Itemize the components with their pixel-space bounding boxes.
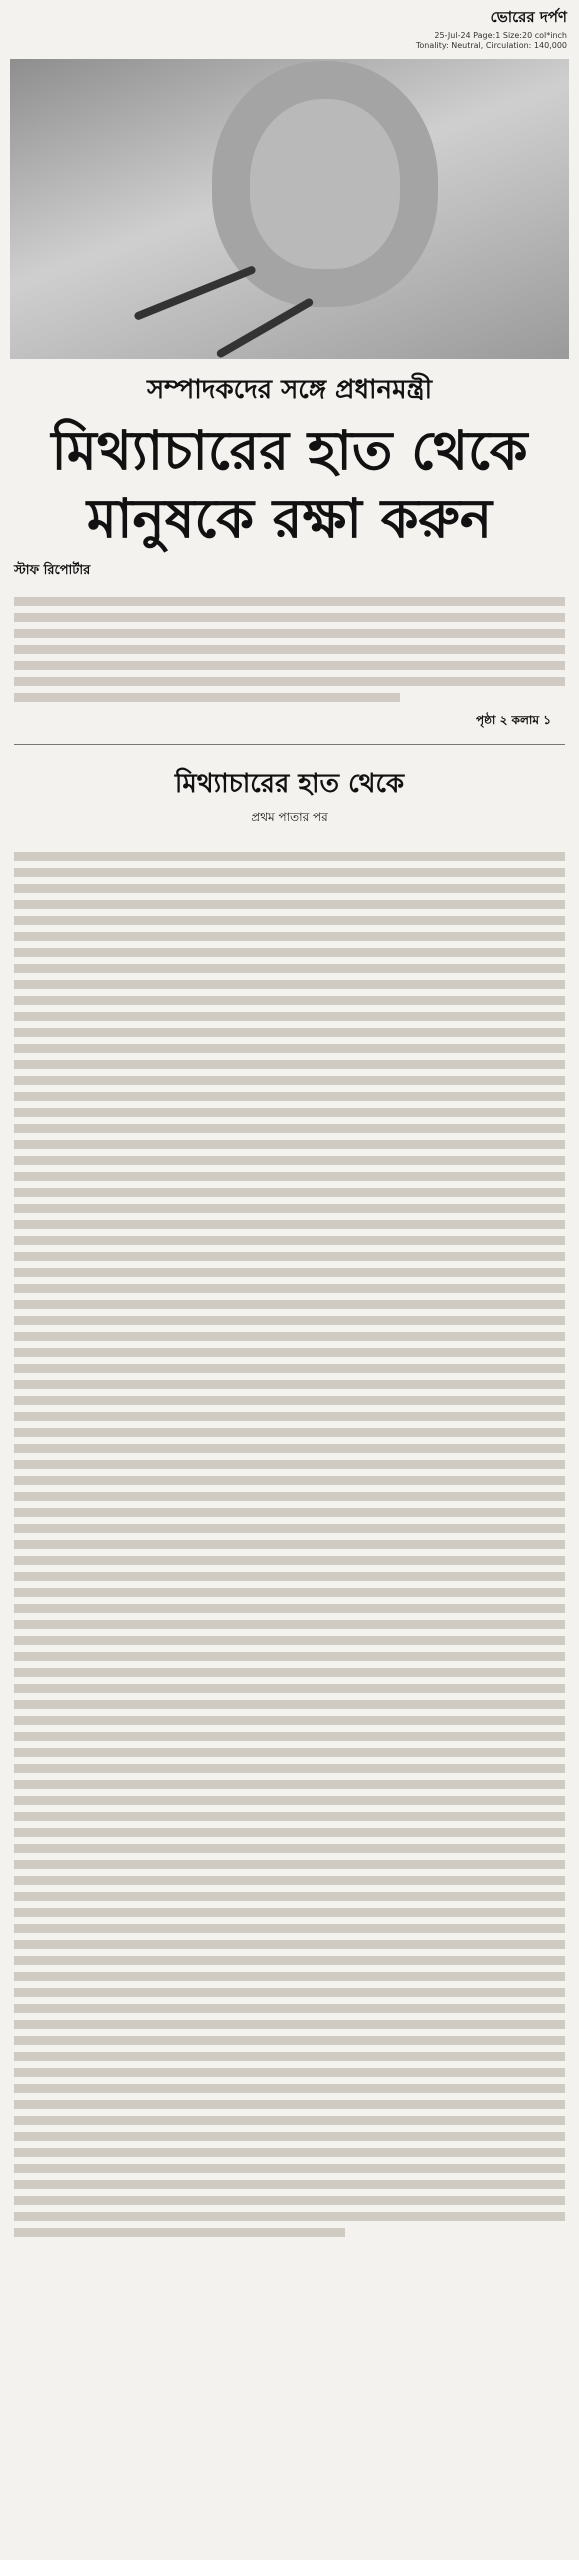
microphone [215, 297, 314, 359]
byline: স্টাফ রিপোর্টার [14, 563, 91, 578]
headline-line: মানুষকে রক্ষা করুন [86, 487, 493, 550]
jump-subline: প্রথম পাতার পর [251, 810, 328, 824]
lead-paragraph [0, 582, 579, 590]
clip-meta-line: Tonality: Neutral, Circulation: 140,000 [415, 41, 567, 50]
microphone [133, 265, 257, 321]
jump-paragraph [0, 837, 579, 845]
photo-subject [250, 99, 400, 269]
headline [0, 417, 579, 553]
jump-headline: মিথ্যাচারের হাত থেকে [174, 769, 405, 799]
clip-meta [0, 31, 579, 51]
section-divider [14, 744, 565, 745]
article-photo [10, 59, 569, 359]
masthead: ভোরের দর্পণ [490, 8, 567, 26]
clip-meta-line: 25-Jul-24 Page:1 Size:20 col*inch [434, 31, 567, 40]
jump-text-block [14, 852, 565, 2237]
lead-text-block [14, 597, 565, 702]
headline-line: মিথ্যাচারের হাত থেকে [51, 419, 528, 482]
kicker: সম্পাদকদের সঙ্গে প্রধানমন্ত্রী [146, 375, 433, 405]
continued-note: পৃষ্ঠা ২ কলাম ১ [475, 713, 551, 727]
